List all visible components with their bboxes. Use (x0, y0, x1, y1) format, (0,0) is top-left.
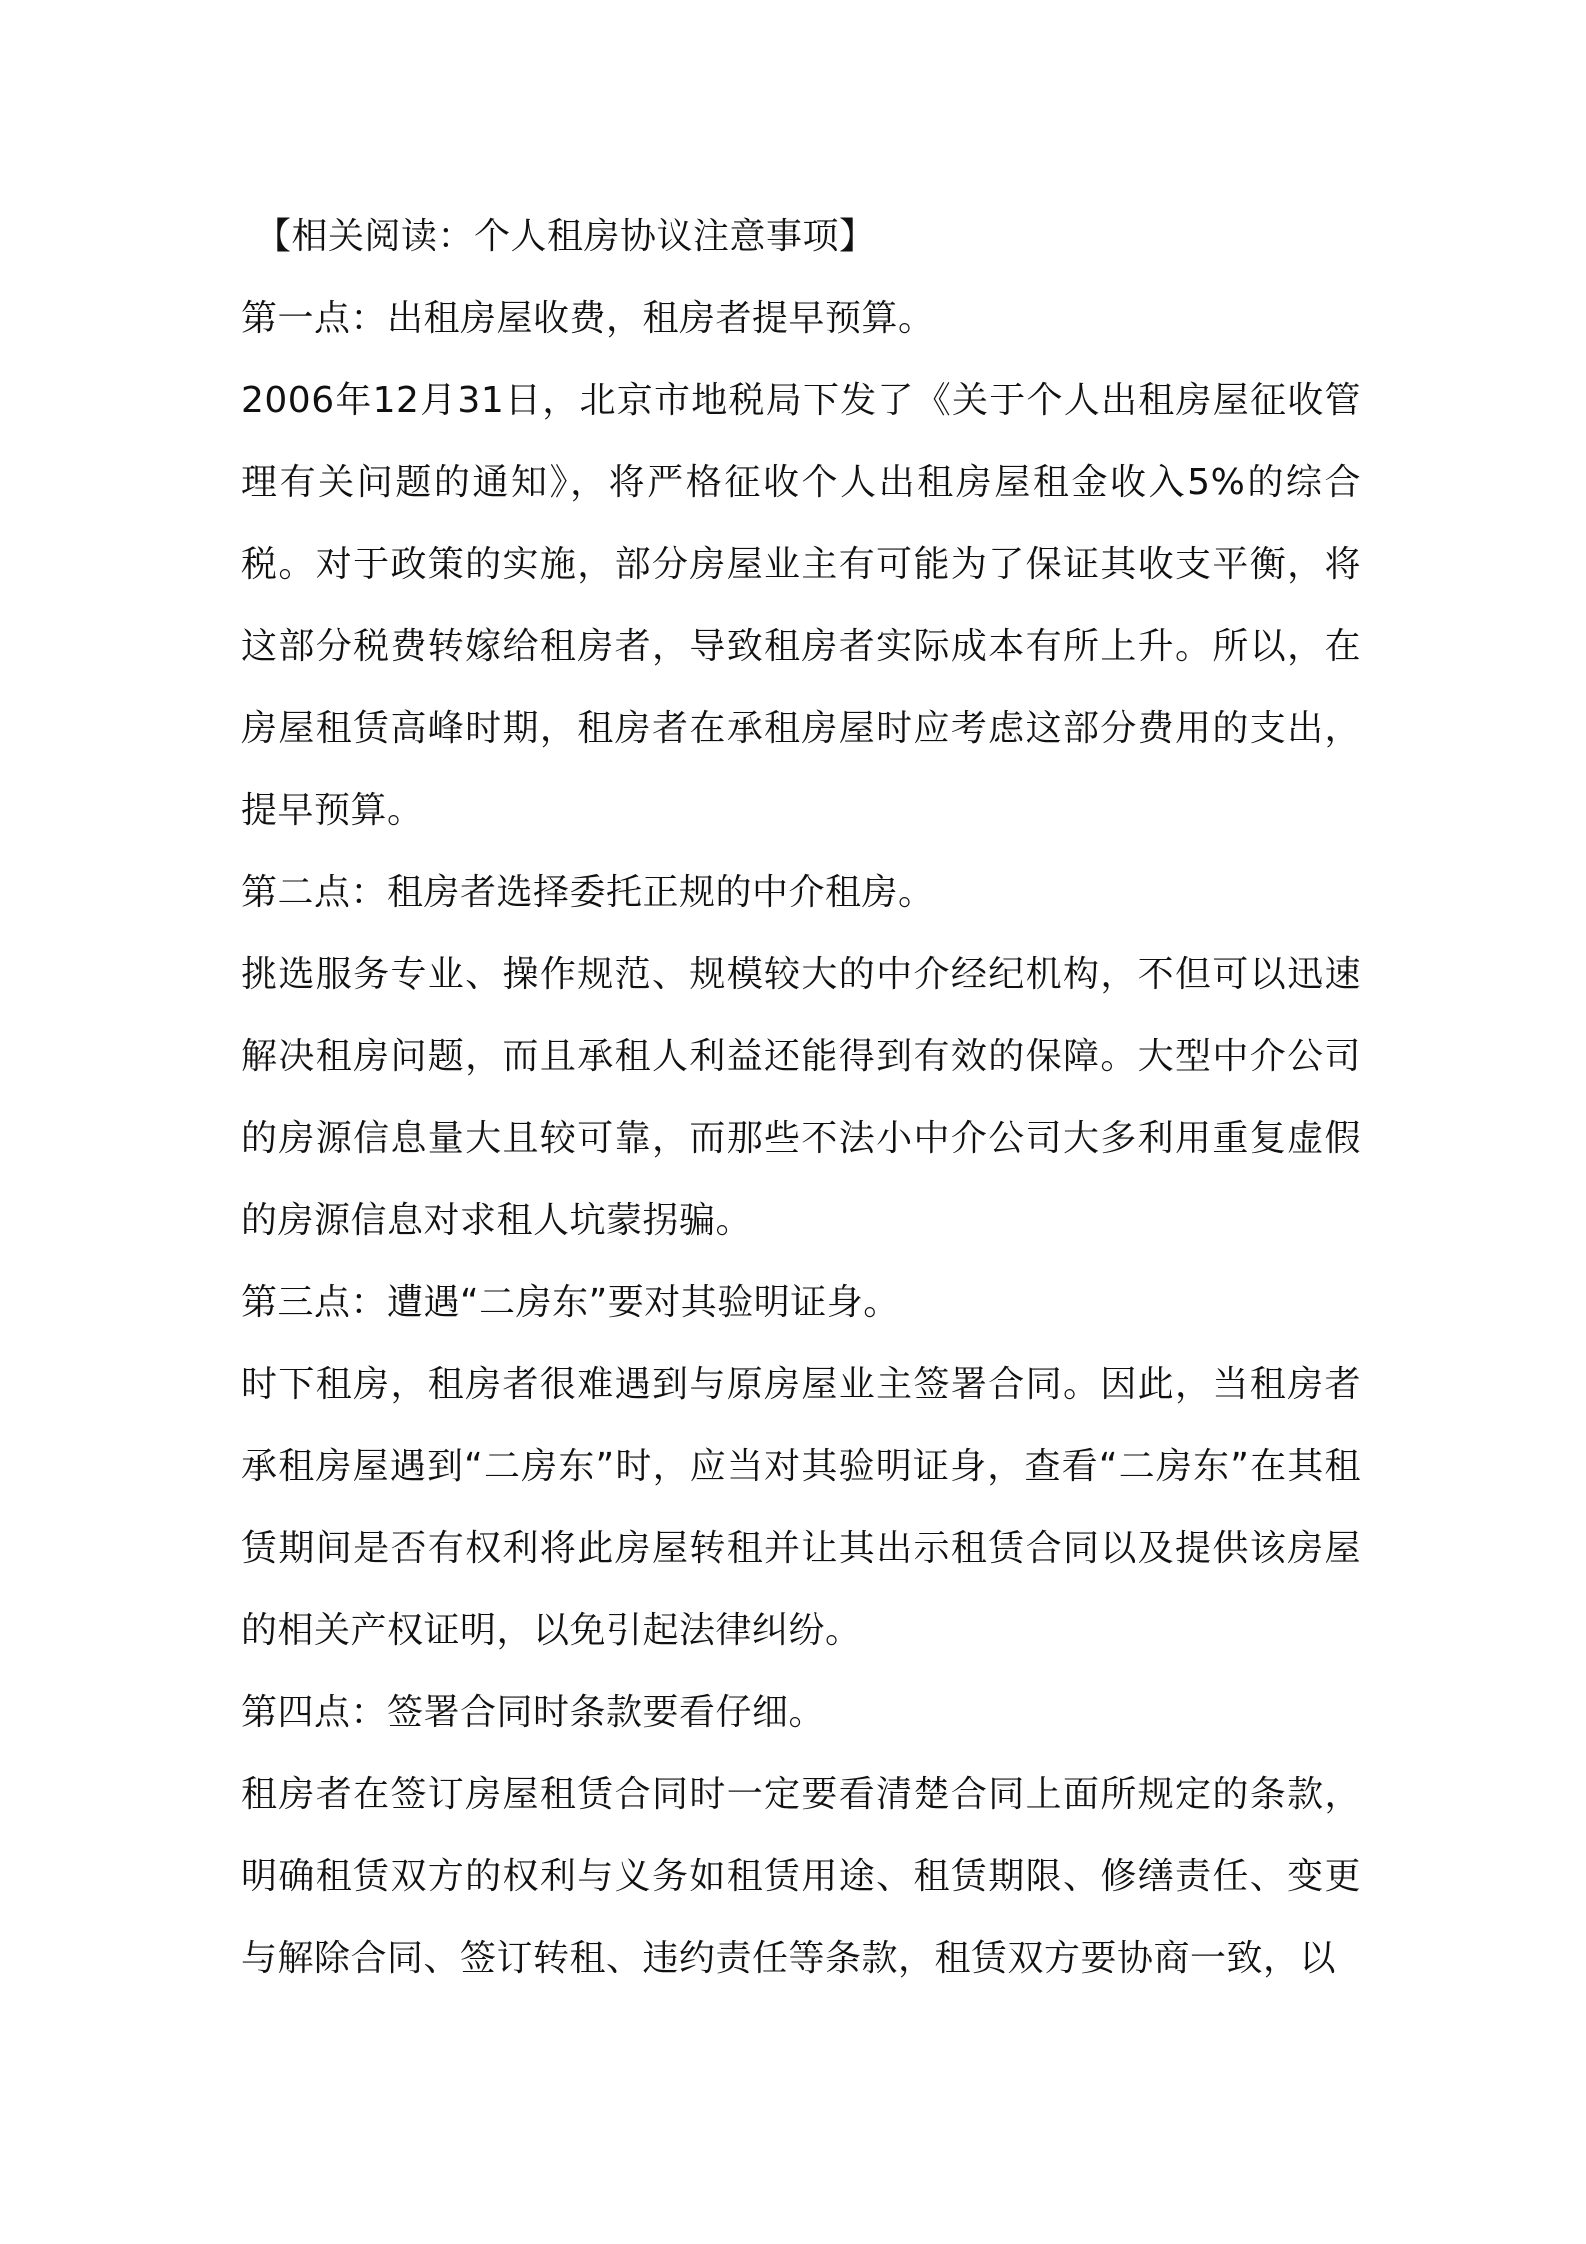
point-two-heading: 第二点：租房者选择委托正规的中介租房。 (241, 872, 935, 913)
point-three-body: 时下租房，租房者很难遇到与原房屋业主签署合同。因此，当租房者承租房屋遇到“二房东”时，应当对其验明证身，查看“二房东”在其租赁期间是否有权利将此房屋转租并让其出示租赁合同以及提供该房屋的相关产权证明，以免引起法律纠纷。 (241, 1364, 1361, 1651)
document-body (241, 196, 1361, 2000)
point-one-heading: 第一点：出租房屋收费，租房者提早预算。 (241, 298, 935, 339)
point-one-body: 2006年12月31日，北京市地税局下发了《关于个人出租房屋征收管理有关问题的通知》，将严格征收个人出租房屋租金收入5%的综合税。对于政策的实施，部分房屋业主有可能为了保证其收支平衡，将这部分税费转嫁给租房者，导致租房者实际成本有所上升。所以，在房屋租赁高峰时期，租房者在承租房屋时应考虑这部分费用的支出，提早预算。 (241, 380, 1361, 831)
point-four-heading: 第四点：签署合同时条款要看仔细。 (241, 1692, 826, 1733)
related-reading-heading: 【相关阅读：个人租房协议注意事项】 (255, 216, 876, 257)
point-three-heading: 第三点：遭遇“二房东”要对其验明证身。 (241, 1282, 900, 1323)
point-two-body: 挑选服务专业、操作规范、规模较大的中介经纪机构，不但可以迅速解决租房问题，而且承租人利益还能得到有效的保障。大型中介公司的房源信息量大且较可靠，而那些不法小中介公司大多利用重复虚假的房源信息对求租人坑蒙拐骗。 (241, 954, 1361, 1241)
point-four-body: 租房者在签订房屋租赁合同时一定要看清楚合同上面所规定的条款，明确租赁双方的权利与义务如租赁用途、租赁期限、修缮责任、变更与解除合同、签订转租、违约责任等条款，租赁双方要协商一致，以 (241, 1774, 1361, 1979)
